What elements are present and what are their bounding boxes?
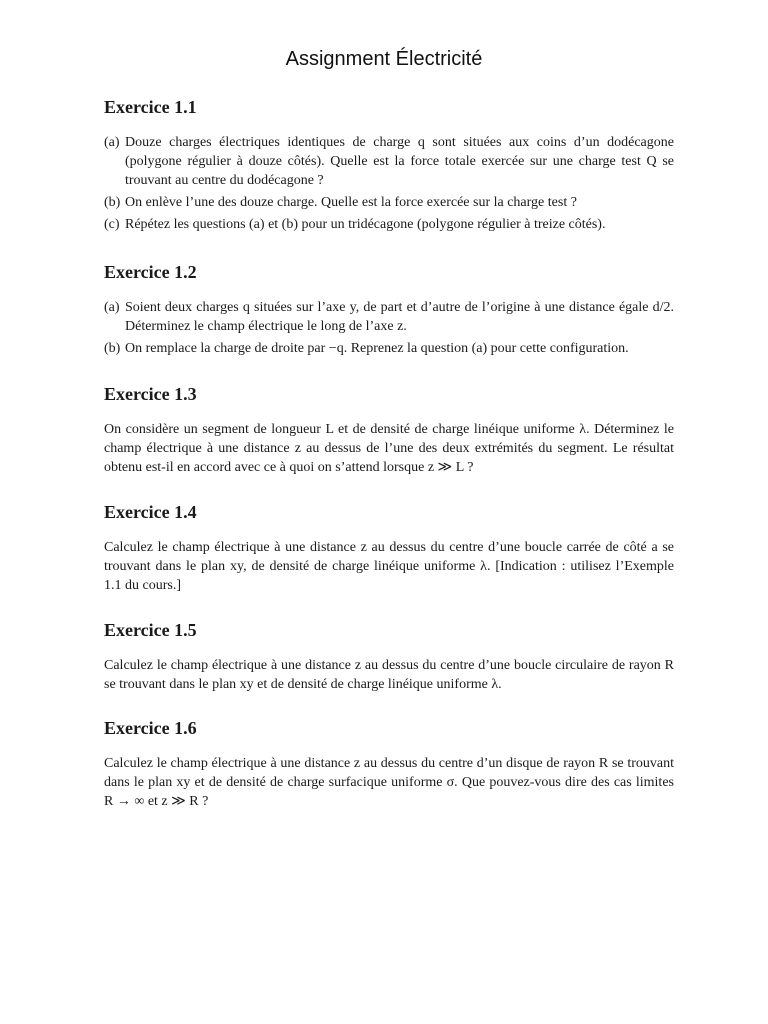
exercise-1-2-item-b — [104, 339, 674, 358]
exercise-1-1-body — [104, 133, 674, 237]
exercise-1-6-text: Calculez le champ électrique à une distance z au dessus du centre d’un disque de rayon R se trouvant dans le plan xy et de densité de charge surfacique uniforme σ. Que pouvez-vous dire des cas limites R → ∞ et z ≫ R ? — [104, 756, 674, 809]
item-text: Répétez les questions (a) et (b) pour un tridécagone (polygone régulier à treize côtés). — [125, 217, 606, 232]
exercise-1-1-item-b — [104, 193, 674, 212]
exercise-1-1-heading: Exercice 1.1 — [104, 97, 197, 117]
exercise-1-3-text: On considère un segment de longueur L et de densité de charge linéique uniforme λ. Déterminez le champ électrique à une distance z au dessus de l’une des deux extrémités du segment. Le résultat obtenu est-il en accord avec ce à quoi on s’attend lorsque z ≫ L ? — [104, 422, 674, 475]
item-text: On enlève l’une des douze charge. Quelle est la force exercée sur la charge test ? — [125, 195, 577, 210]
exercise-1-2-item-a — [104, 298, 674, 336]
exercise-1-6-body — [104, 754, 674, 811]
page-title: Assignment Électricité — [285, 48, 483, 70]
exercise-1-3-heading: Exercice 1.3 — [104, 384, 197, 404]
exercise-1-2-heading: Exercice 1.2 — [104, 262, 197, 282]
exercise-1-5-text: Calculez le champ électrique à une distance z au dessus du centre d’une boucle circulaire de rayon R se trouvant dans le plan xy et de densité de charge linéique uniforme λ. — [104, 658, 674, 692]
item-letter: (a) — [104, 135, 120, 150]
exercise-1-1-item-c — [104, 215, 674, 234]
item-letter: (b) — [104, 341, 121, 356]
item-letter: (c) — [104, 217, 120, 232]
item-text: Soient deux charges q situées sur l’axe y, de part et d’autre de l’origine à une distance égale d/2. Déterminez le champ électrique le long de l’axe z. — [125, 300, 674, 334]
exercise-1-4-body — [104, 538, 674, 595]
exercise-1-1-item-a — [104, 133, 674, 190]
exercise-1-2-body — [104, 298, 674, 361]
item-letter: (a) — [104, 300, 120, 315]
exercise-1-4-text: Calculez le champ électrique à une distance z au dessus du centre d’une boucle carrée de côté a se trouvant dans le plan xy, de densité de charge linéique uniforme λ. [Indication : utilisez l’Exemple 1.1 du cours.] — [104, 540, 674, 593]
exercise-1-5-heading: Exercice 1.5 — [104, 620, 197, 640]
item-letter: (b) — [104, 195, 121, 210]
item-text: On remplace la charge de droite par −q. Reprenez la question (a) pour cette configuration. — [125, 341, 629, 356]
exercise-1-6-heading: Exercice 1.6 — [104, 718, 197, 738]
item-text: Douze charges électriques identiques de charge q sont situées aux coins d’un dodécagone (polygone régulier à douze côtés). Quelle est la force totale exercée sur une charge test Q se trouvant au centre du dodécagone ? — [125, 135, 674, 188]
exercise-1-4-heading: Exercice 1.4 — [104, 502, 197, 522]
exercise-1-3-body — [104, 420, 674, 477]
exercise-1-5-body — [104, 656, 674, 694]
